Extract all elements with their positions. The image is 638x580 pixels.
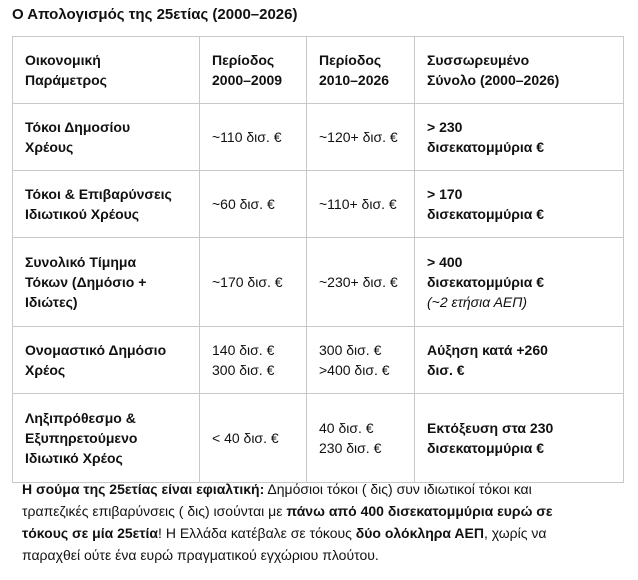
table-row [13,327,624,394]
header-period-1: Περίοδος 2000–2009 [200,37,307,104]
table-row [13,171,624,238]
header-period-2: Περίοδος 2010–2026 [307,37,415,104]
row-total: > 400 δισεκατομμύρια € (~2 ετήσια ΑΕΠ) [415,238,624,327]
summary-paragraph [22,478,612,566]
row-total: Εκτόξευση στα 230 δισεκατομμύρια € [415,394,624,483]
row-parameter: Συνολικό Τίμημα Τόκων (Δημόσιο + Ιδιώτες) [13,238,200,327]
row-parameter: Ληξιπρόθεσμο & Εξυπηρετούμενο Ιδιωτικό Χρέος [13,394,200,483]
header-parameter: Οικονομική Παράμετρος [13,37,200,104]
row-parameter: Ονομαστικό Δημόσιο Χρέος [13,327,200,394]
row-note: (~2 ετήσια ΑΕΠ) [427,294,528,310]
page-title: Ο Απολογισμός της 25ετίας (2000–2026) [12,6,298,23]
row-period-1: ~60 δισ. € [200,171,307,238]
row-period-1: < 40 δισ. € [200,394,307,483]
row-period-2: ~120+ δισ. € [307,104,415,171]
header-total: Συσσωρευμένο Σύνολο (2000–2026) [415,37,624,104]
interest-table [12,36,624,483]
table-row [13,238,624,327]
row-total: > 170 δισεκατομμύρια € [415,171,624,238]
row-total: > 230 δισεκατομμύρια € [415,104,624,171]
summary-line-3: τόκους σε μία 25ετία! Η Ελλάδα κατέβαλε σε τόκους δύο ολόκληρα ΑΕΠ, χωρίς να [22,525,547,541]
row-period-2: ~110+ δισ. € [307,171,415,238]
row-period-1: ~110 δισ. € [200,104,307,171]
row-parameter: Τόκοι Δημοσίου Χρέους [13,104,200,171]
summary-line-4: παραχθεί ούτε ένα ευρώ πραγματικού εγχώριου πλούτου. [22,547,379,563]
table-header-row [13,37,624,104]
summary-line-1: Η σούμα της 25ετίας είναι εφιαλτική: Δημόσιοι τόκοι ( δις) συν ιδιωτικοί τόκοι και [22,481,532,497]
table-row [13,394,624,483]
row-period-2: 40 δισ. € 230 δισ. € [307,394,415,483]
row-parameter: Τόκοι & Επιβαρύνσεις Ιδιωτικού Χρέους [13,171,200,238]
table-row [13,104,624,171]
summary-line-2: τραπεζικές επιβαρύνσεις ( δις) ισούνται με πάνω από 400 δισεκατομμύρια ευρώ σε [22,503,553,519]
row-period-1: ~170 δισ. € [200,238,307,327]
row-period-2: 300 δισ. € >400 δισ. € [307,327,415,394]
row-period-2: ~230+ δισ. € [307,238,415,327]
row-total: Αύξηση κατά +260 δισ. € [415,327,624,394]
row-period-1: 140 δισ. € 300 δισ. € [200,327,307,394]
